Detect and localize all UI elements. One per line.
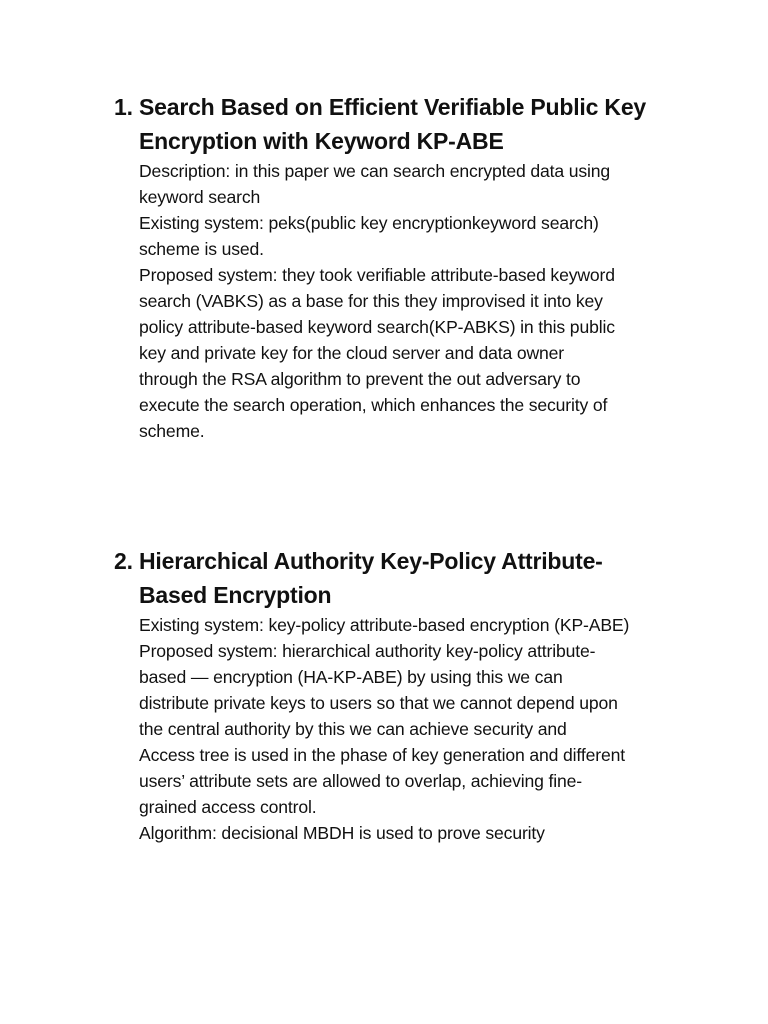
section-1-number: 1. bbox=[114, 94, 133, 120]
section-1-body bbox=[139, 158, 694, 444]
section-2-heading bbox=[114, 544, 694, 612]
section-2-number: 2. bbox=[114, 548, 133, 574]
section-2-proposed-system: Proposed system: hierarchical authority key-policy attribute- based — encryption (HA-KP-ABE) by using this we can distribute private keys to users so that we cannot depend upon the central authority by this we can achieve security and Access tree is used in the phase of key generation and different users’ attribute sets are allowed to overlap, achieving fine- grained access control. bbox=[139, 641, 625, 817]
section-2-existing-system: Existing system: key-policy attribute-based encryption (KP-ABE) bbox=[139, 615, 630, 635]
section-1-description: Description: in this paper we can search encrypted data using keyword search bbox=[139, 161, 611, 207]
section-1-heading bbox=[114, 90, 694, 158]
section-1-title: Search Based on Efficient Verifiable Public Key Encryption with Keyword KP-ABE bbox=[139, 94, 646, 154]
section-2 bbox=[114, 544, 694, 846]
section-2-title: Hierarchical Authority Key-Policy Attribute- Based Encryption bbox=[139, 548, 603, 608]
section-2-algorithm: Algorithm: decisional MBDH is used to prove security bbox=[139, 823, 545, 843]
section-1-existing-system: Existing system: peks(public key encryptionkeyword search) scheme is used. bbox=[139, 213, 599, 259]
section-1-proposed-system: Proposed system: they took verifiable attribute-based keyword search (VABKS) as a base for this they improvised it into key policy attribute-based keyword search(KP-ABKS) in this public key and private key for the cloud server and data owner through the RSA algorithm to prevent the out adversary to execute the search operation, which enhances the security of scheme. bbox=[139, 265, 615, 441]
section-2-body bbox=[139, 612, 694, 846]
section-1 bbox=[114, 90, 694, 444]
